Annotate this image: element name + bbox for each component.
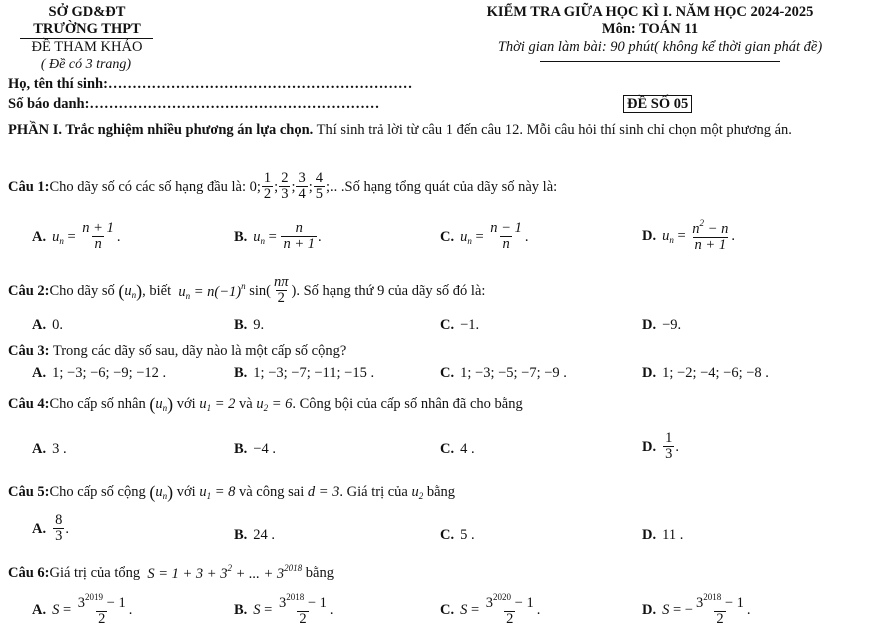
question-2-text-mid: , biết: [142, 282, 172, 299]
option-value: 1; −3; −6; −9; −12 .: [52, 365, 167, 381]
sequence-un: (: [118, 280, 125, 301]
candidate-id-line: Số báo danh:……………………………………………………: [8, 96, 380, 112]
page-count: ( Đề có 3 trang): [40, 57, 132, 72]
question-1: Câu 1: Cho dãy số có các số hạng đầu là: 0; $\frac{1}{2}$ ; $\frac{2}{3}$ ; $\frac{3}{4}$ ; $\frac{4}{5}$ ;.. .Số hạng tổng quát của dãy số này là:: [8, 170, 558, 203]
q4-option-a[interactable]: [32, 441, 67, 458]
q3-option-b[interactable]: [234, 365, 374, 382]
question-5-text-after: bằng: [426, 484, 456, 500]
option-label: A.: [32, 228, 47, 245]
question-5-text-mid1: với: [176, 484, 196, 500]
question-5-text-before: Cho cấp số cộng: [49, 484, 146, 500]
question-3-label: Câu 3:: [8, 343, 50, 359]
question-1-text-after: .Số hạng tổng quát của dãy số này là:: [340, 178, 558, 195]
option-label: D.: [642, 317, 657, 333]
option-label: B.: [234, 441, 248, 457]
option-label: A.: [32, 317, 47, 333]
question-2: Câu 2: Cho dãy số ( $u_n$ ) , biết $u_n = n(-1)^n$ sin( $\frac{n\pi}{2}$ ) . Số hạng thứ 9 của dãy số đó là:: [8, 274, 486, 307]
part1-instructions: Thí sinh trả lời từ câu 1 đến câu 12. Mỗi câu hỏi thí sinh chỉ chọn một phương án.: [313, 122, 792, 138]
frac-3-4: $\frac{3}{4}$: [298, 170, 306, 203]
question-5-text-mid2: và công sai: [239, 484, 305, 500]
question-4-label: Câu 4:: [8, 396, 50, 412]
q1-option-d[interactable]: D. $u_n$ = $\frac{n^2 - n}{n + 1}$ .: [642, 218, 735, 254]
option-value: 1; −2; −4; −6; −8 .: [662, 365, 769, 381]
q5-option-d[interactable]: [642, 527, 683, 544]
question-4: Câu 4: Cho cấp số nhân ( $u_n$ ) với $u_1 = 2$ và $u_2 = 6$ . Công bội của cấp số nhân đã cho bằng: [8, 394, 523, 414]
question-4-text-mid1: với: [176, 396, 196, 412]
option-label: B.: [234, 228, 248, 245]
option-label: C.: [440, 365, 455, 381]
option-label: A.: [32, 602, 47, 619]
q5-option-b[interactable]: [234, 527, 275, 544]
part1-title: PHẦN I. Trắc nghiệm nhiều phương án lựa chọn.: [8, 122, 314, 138]
q1-option-c[interactable]: C. $u_n$ = $\frac{n - 1}{n}$ .: [440, 220, 529, 253]
q2-option-c[interactable]: [440, 317, 479, 334]
question-5: Câu 5: Cho cấp số cộng ( $u_n$ ) với $u_1 = 8$ và công sai d = 3 . Giá trị của $u_2$ bằng: [8, 482, 456, 502]
q4-option-c[interactable]: [440, 441, 475, 458]
q6-option-d[interactable]: D. S = − $\frac{3^{2018} - 1}{2}$ .: [642, 592, 751, 628]
question-1-text-before: Cho dãy số có các số hạng đầu là: 0;: [49, 178, 261, 195]
option-label: B.: [234, 365, 248, 381]
question-4-text-mid2: và: [239, 396, 253, 412]
exam-code-box: ĐỀ SỐ 05: [623, 95, 692, 113]
q2-option-b[interactable]: [234, 317, 264, 334]
option-label: C.: [440, 441, 455, 457]
option-value: 0.: [52, 317, 63, 333]
question-2-label: Câu 2:: [8, 282, 50, 299]
q5-option-c[interactable]: [440, 527, 475, 544]
u1-eq: $u_1 = 8$: [199, 484, 236, 501]
question-2-text-after: . Số hạng thứ 9 của dãy số đó là:: [296, 282, 486, 299]
question-1-label: Câu 1:: [8, 178, 50, 195]
option-label: B.: [234, 602, 248, 619]
frac-4-5: $\frac{4}{5}$: [315, 170, 323, 203]
option-label: D.: [642, 365, 657, 381]
option-label: D.: [642, 438, 657, 455]
question-6-label: Câu 6:: [8, 564, 50, 581]
formula-un: $u_n = n(-1)^n$: [178, 281, 246, 302]
u1-eq: $u_1 = 2$: [199, 396, 236, 413]
option-label: C.: [440, 602, 455, 619]
question-3: [8, 343, 346, 360]
u2-eq: $u_2 = 6$: [256, 396, 293, 413]
q6-option-c[interactable]: C. S = $\frac{3^{2020} - 1}{2}$ .: [440, 592, 541, 628]
sum-formula: $S = 1 + 3 + 3^2$ + ... + $3^{2018}$: [147, 563, 303, 582]
option-value: 4 .: [460, 441, 475, 457]
dept-name: SỞ GD&ĐT: [48, 4, 126, 20]
option-value: 9.: [253, 317, 265, 333]
option-label: A.: [32, 365, 47, 381]
question-4-text-after: . Công bội của cấp số nhân đã cho bằng: [292, 396, 523, 412]
question-3-text: Trong các dãy số sau, dãy nào là một cấp số cộng?: [49, 343, 347, 359]
q3-option-d[interactable]: [642, 365, 769, 382]
frac-1-2: $\frac{1}{2}$: [263, 170, 272, 203]
time-allowed: Thời gian làm bài: 90 phút( không kể thời gian phát đề): [497, 39, 823, 55]
exam-code: [623, 96, 692, 113]
option-label: B.: [234, 317, 248, 333]
option-label: C.: [440, 228, 455, 245]
option-value: 1; −3; −7; −11; −15 .: [253, 365, 375, 381]
option-label: A.: [32, 520, 47, 537]
q3-option-a[interactable]: [32, 365, 166, 382]
option-value: 3 .: [52, 441, 67, 457]
q1-option-b[interactable]: B. $u_n$ = $\frac{n}{n + 1}$ .: [234, 220, 322, 253]
q2-option-a[interactable]: [32, 317, 63, 334]
question-6-text-before: Giá trị của tổng: [49, 564, 141, 581]
option-value: 11 .: [662, 527, 684, 543]
time-underline: [540, 61, 780, 62]
q4-option-b[interactable]: [234, 441, 276, 458]
option-value: 5 .: [460, 527, 475, 543]
q5-option-a[interactable]: A. $\frac{8}{3}$ .: [32, 512, 69, 545]
exam-type: ĐỀ THAM KHẢO: [31, 39, 143, 55]
option-value: 1; −3; −5; −7; −9 .: [460, 365, 567, 381]
candidate-name-line: Họ, tên thí sinh:………………………………………………………: [8, 76, 413, 92]
subject: Môn: TOÁN 11: [601, 21, 699, 37]
q6-option-a[interactable]: A. S = $\frac{3^{2019} - 1}{2}$ .: [32, 592, 133, 628]
option-value: 24 .: [253, 527, 276, 543]
question-5-label: Câu 5:: [8, 484, 50, 500]
question-5-text-mid3: . Giá trị của: [339, 484, 408, 500]
question-6-text-after: bằng: [305, 564, 334, 581]
option-label: D.: [642, 527, 657, 543]
question-2-text-before: Cho dãy số: [49, 282, 115, 299]
school-name: TRƯỜNG THPT: [33, 21, 141, 37]
question-6: [8, 563, 334, 583]
q1-option-a[interactable]: A. $u_n$ = $\frac{n + 1}{n}$ .: [32, 220, 121, 253]
d-eq: d = 3: [307, 484, 340, 500]
q6-option-b[interactable]: B. S = $\frac{3^{2018} - 1}{2}$ .: [234, 592, 334, 628]
option-value: −4 .: [253, 441, 276, 457]
q3-option-c[interactable]: [440, 365, 567, 382]
exam-title: KIỂM TRA GIỮA HỌC KÌ I. NĂM HỌC 2024-2025: [486, 4, 814, 20]
option-label: C.: [440, 317, 455, 333]
u2-symbol: $u_2$: [411, 484, 424, 501]
option-label: A.: [32, 441, 47, 457]
q2-option-d[interactable]: [642, 317, 681, 334]
frac-2-3: $\frac{2}{3}$: [281, 170, 289, 203]
question-4-text-before: Cho cấp số nhân: [49, 396, 146, 412]
option-label: D.: [642, 602, 657, 619]
option-label: B.: [234, 527, 248, 543]
q4-option-d[interactable]: D. $\frac{1}{3}$ .: [642, 430, 679, 463]
option-value: −9.: [662, 317, 682, 333]
part1-intro: [8, 121, 880, 141]
option-label: D.: [642, 228, 657, 245]
option-value: −1.: [460, 317, 480, 333]
option-label: C.: [440, 527, 455, 543]
